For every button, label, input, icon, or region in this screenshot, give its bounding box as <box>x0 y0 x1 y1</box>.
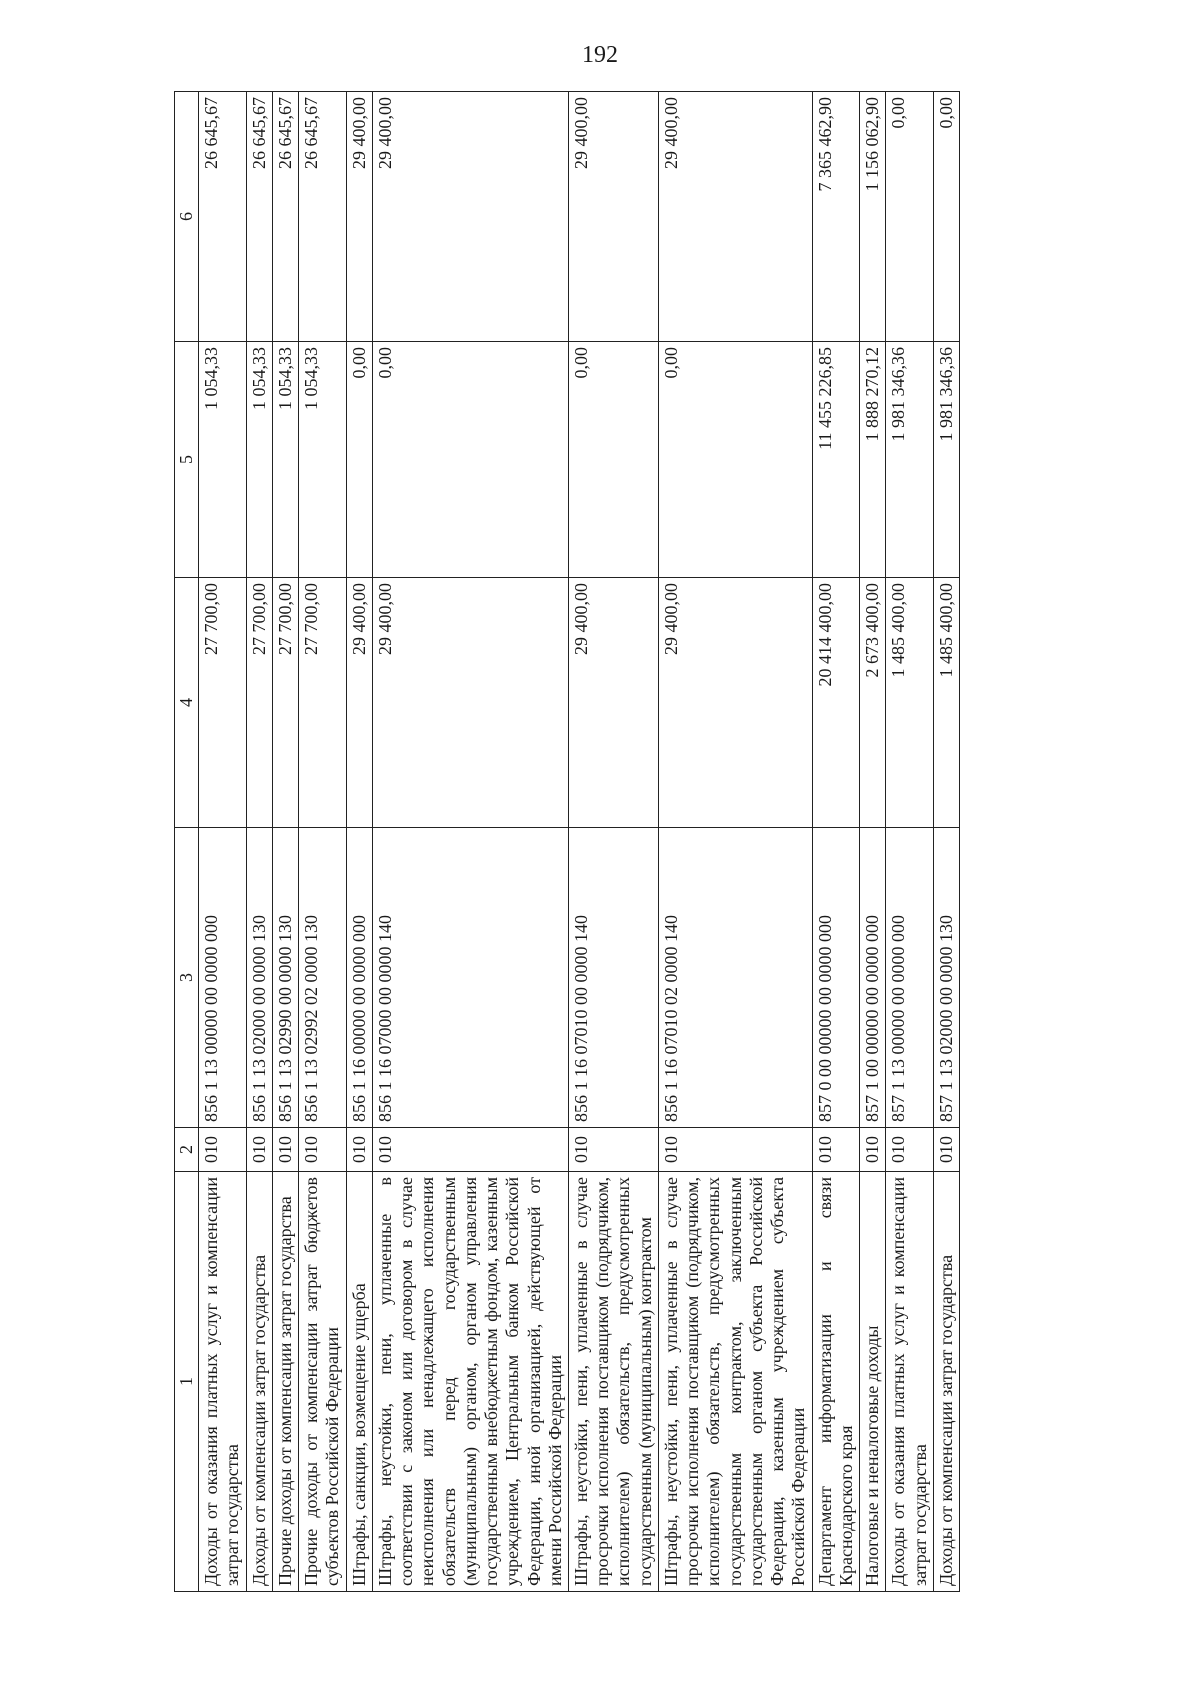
table-row <box>272 92 298 1592</box>
row-col5-value: 0,00 <box>658 342 812 578</box>
row-name: Доходы от компенсации затрат государства <box>246 1172 272 1592</box>
row-col5-value: 1 981 346,36 <box>933 342 959 578</box>
row-line-code: 010 <box>658 1128 812 1172</box>
row-col5-value: 0,00 <box>346 342 372 578</box>
table-row <box>299 92 346 1592</box>
row-line-code: 010 <box>272 1128 298 1172</box>
row-budget-code: 856 1 13 00000 00 0000 000 <box>199 828 246 1128</box>
row-name: Департамент информатизации и связи Краснодарского края <box>812 1172 859 1592</box>
row-col6-value: 26 645,67 <box>246 92 272 342</box>
row-col4-value: 29 400,00 <box>346 578 372 828</box>
row-col4-value: 1 485 400,00 <box>933 578 959 828</box>
header-col-3: 3 <box>175 828 199 1128</box>
row-name: Доходы от оказания платных услуг и компенсации затрат государства <box>886 1172 933 1592</box>
row-line-code: 010 <box>372 1128 568 1172</box>
row-budget-code: 857 0 00 00000 00 0000 000 <box>812 828 859 1128</box>
row-col5-value: 1 054,33 <box>199 342 246 578</box>
table-row <box>812 92 859 1592</box>
row-col4-value: 20 414 400,00 <box>812 578 859 828</box>
table-row <box>886 92 933 1592</box>
row-col4-value: 2 673 400,00 <box>860 578 886 828</box>
row-name: Налоговые и неналоговые доходы <box>860 1172 886 1592</box>
row-line-code: 010 <box>246 1128 272 1172</box>
row-budget-code: 856 1 16 07010 00 0000 140 <box>568 828 658 1128</box>
row-name: Доходы от оказания платных услуг и компенсации затрат государства <box>199 1172 246 1592</box>
row-col6-value: 0,00 <box>886 92 933 342</box>
row-col6-value: 26 645,67 <box>272 92 298 342</box>
row-col4-value: 29 400,00 <box>372 578 568 828</box>
row-line-code: 010 <box>886 1128 933 1172</box>
row-col6-value: 29 400,00 <box>658 92 812 342</box>
row-col5-value: 1 054,33 <box>272 342 298 578</box>
row-col4-value: 27 700,00 <box>272 578 298 828</box>
row-col4-value: 29 400,00 <box>568 578 658 828</box>
row-budget-code: 857 1 13 00000 00 0000 000 <box>886 828 933 1128</box>
table-row <box>568 92 658 1592</box>
table-header-row <box>175 92 199 1592</box>
header-col-1: 1 <box>175 1172 199 1592</box>
row-col5-value: 1 054,33 <box>299 342 346 578</box>
row-col6-value: 1 156 062,90 <box>860 92 886 342</box>
header-col-6: 6 <box>175 92 199 342</box>
row-col5-value: 1 054,33 <box>246 342 272 578</box>
row-line-code: 010 <box>933 1128 959 1172</box>
page-number: 192 <box>582 42 618 68</box>
table-row <box>658 92 812 1592</box>
row-col4-value: 27 700,00 <box>299 578 346 828</box>
row-budget-code: 856 1 16 00000 00 0000 000 <box>346 828 372 1128</box>
row-budget-code: 856 1 16 07010 02 0000 140 <box>658 828 812 1128</box>
table-row <box>933 92 959 1592</box>
row-col6-value: 0,00 <box>933 92 959 342</box>
row-col4-value: 27 700,00 <box>199 578 246 828</box>
row-line-code: 010 <box>860 1128 886 1172</box>
row-col4-value: 27 700,00 <box>246 578 272 828</box>
header-col-4: 4 <box>175 578 199 828</box>
row-col4-value: 1 485 400,00 <box>886 578 933 828</box>
row-col6-value: 7 365 462,90 <box>812 92 859 342</box>
row-line-code: 010 <box>812 1128 859 1172</box>
row-col6-value: 29 400,00 <box>568 92 658 342</box>
row-name: Штрафы, неустойки, пени, уплаченные в случае просрочки исполнения поставщиком (подрядчиком, исполнителем) обязательств, предусмотренных государственным контрактом, заключенным государственным органом субъекта Российской Федерации, казенным учреждением субъекта Российской Федерации <box>658 1172 812 1592</box>
table-row <box>372 92 568 1592</box>
header-col-2: 2 <box>175 1128 199 1172</box>
row-col5-value: 0,00 <box>568 342 658 578</box>
row-line-code: 010 <box>299 1128 346 1172</box>
rotated-table-wrapper <box>174 92 1104 1592</box>
row-line-code: 010 <box>199 1128 246 1172</box>
table-row <box>860 92 886 1592</box>
row-col6-value: 29 400,00 <box>372 92 568 342</box>
table-row <box>199 92 246 1592</box>
row-line-code: 010 <box>568 1128 658 1172</box>
row-budget-code: 856 1 13 02992 02 0000 130 <box>299 828 346 1128</box>
row-budget-code: 856 1 13 02990 00 0000 130 <box>272 828 298 1128</box>
row-budget-code: 856 1 16 07000 00 0000 140 <box>372 828 568 1128</box>
row-name: Штрафы, неустойки, пени, уплаченные в случае просрочки исполнения поставщиком (подрядчиком, исполнителем) обязательств, предусмотренных государственным (муниципальным) контрактом <box>568 1172 658 1592</box>
row-col5-value: 11 455 226,85 <box>812 342 859 578</box>
table-row <box>246 92 272 1592</box>
header-col-5: 5 <box>175 342 199 578</box>
row-budget-code: 856 1 13 02000 00 0000 130 <box>246 828 272 1128</box>
row-line-code: 010 <box>346 1128 372 1172</box>
row-name: Доходы от компенсации затрат государства <box>933 1172 959 1592</box>
row-col5-value: 0,00 <box>372 342 568 578</box>
table-row <box>346 92 372 1592</box>
budget-revenue-table <box>174 91 960 1592</box>
row-name: Штрафы, санкции, возмещение ущерба <box>346 1172 372 1592</box>
row-budget-code: 857 1 13 02000 00 0000 130 <box>933 828 959 1128</box>
row-col6-value: 26 645,67 <box>299 92 346 342</box>
row-col5-value: 1 888 270,12 <box>860 342 886 578</box>
row-budget-code: 857 1 00 00000 00 0000 000 <box>860 828 886 1128</box>
row-name: Прочие доходы от компенсации затрат бюджетов субъектов Российской Федерации <box>299 1172 346 1592</box>
row-col4-value: 29 400,00 <box>658 578 812 828</box>
row-col6-value: 26 645,67 <box>199 92 246 342</box>
row-col6-value: 29 400,00 <box>346 92 372 342</box>
rotated-page-content <box>174 92 1104 1592</box>
row-name: Штрафы, неустойки, пени, уплаченные в соответствии с законом или договором в случае неисполнения или ненадлежащего исполнения обязательств перед государственным (муниципальным) органом, органом управления государственным внебюджетным фондом, казенным учреждением, Центральным банком Российской Федерации, иной организацией, действующей от имени Российской Федерации <box>372 1172 568 1592</box>
row-col5-value: 1 981 346,36 <box>886 342 933 578</box>
row-name: Прочие доходы от компенсации затрат государства <box>272 1172 298 1592</box>
